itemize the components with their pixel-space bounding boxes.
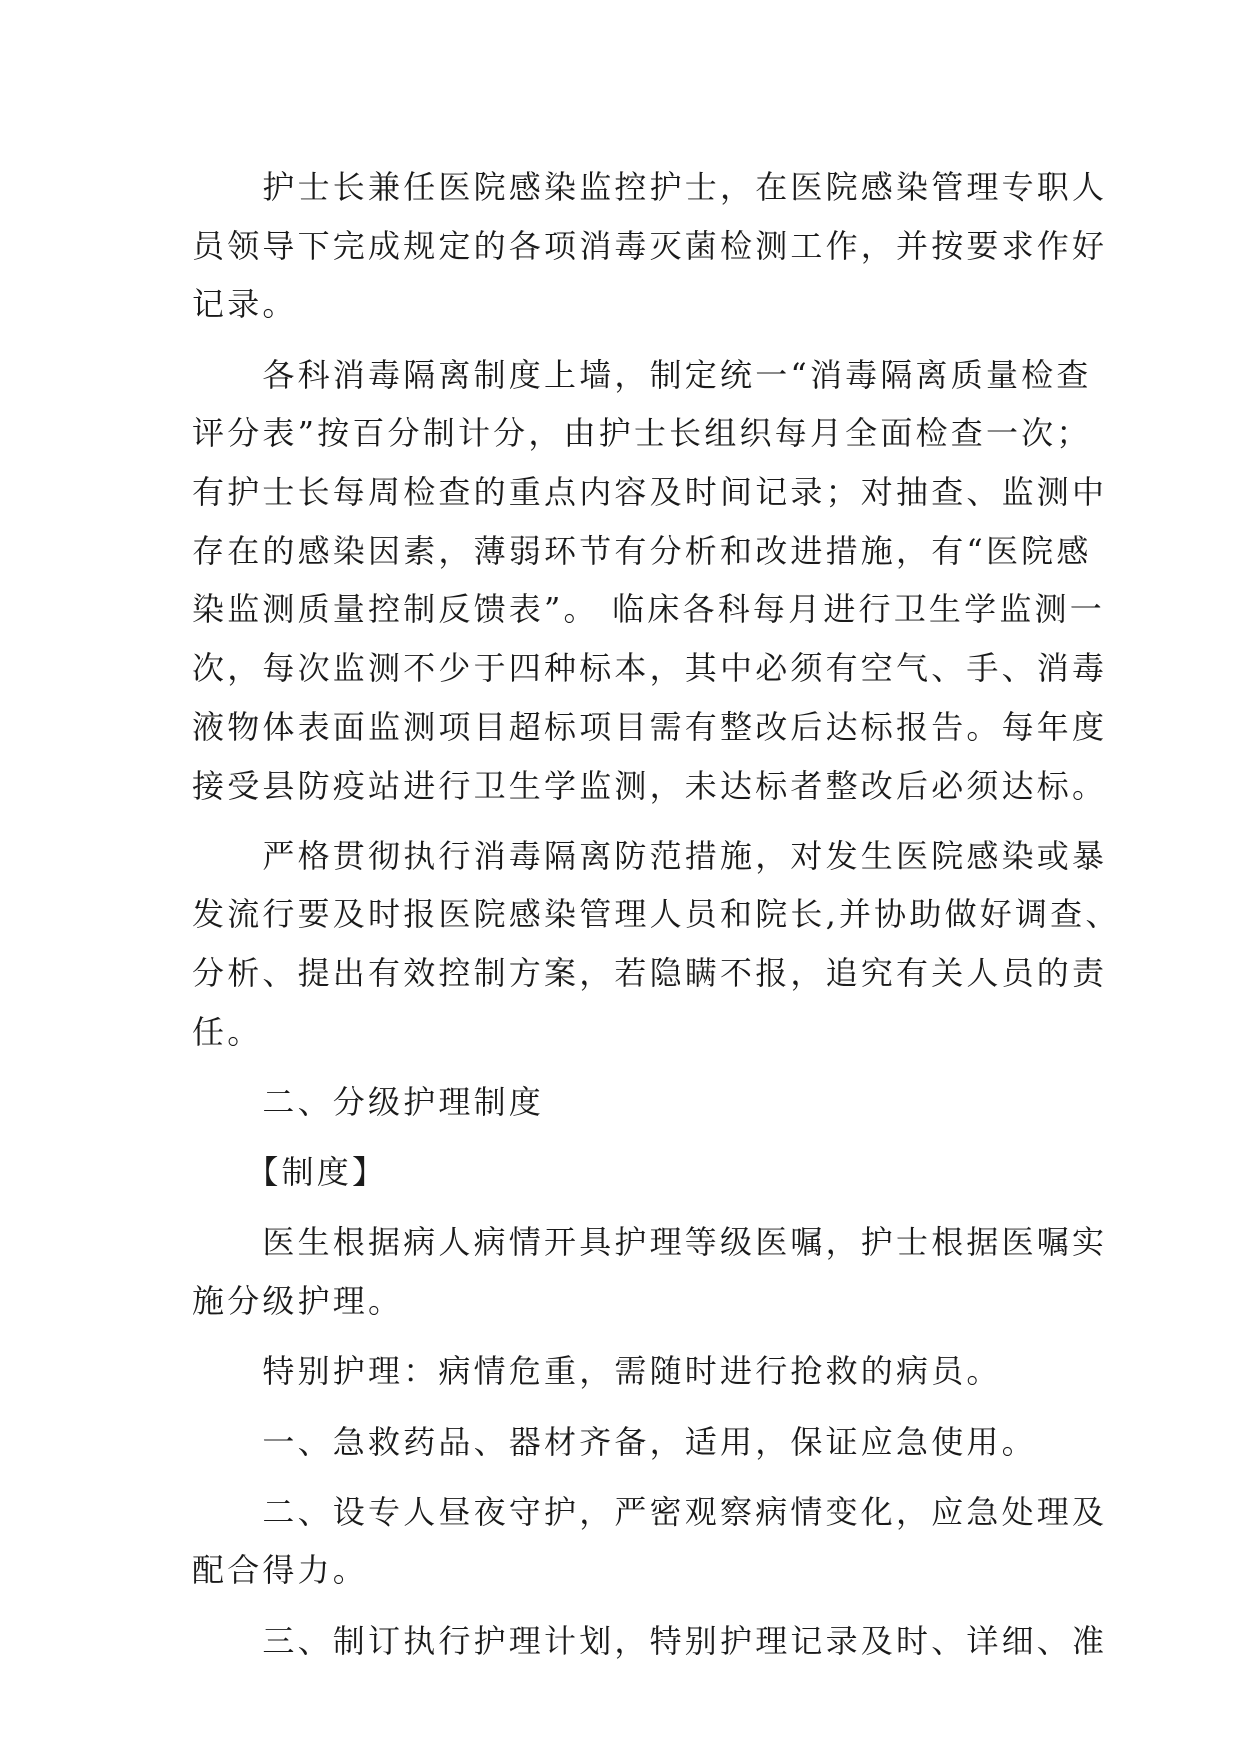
text-line: 配合得力。 xyxy=(192,1551,369,1590)
text-line: 染监测质量控制反馈表”。 临床各科每月进行卫生学监测一 xyxy=(192,590,1105,629)
document-body xyxy=(192,158,1121,1670)
text-line: 施分级护理。 xyxy=(192,1282,404,1321)
text-line: 三、制订执行护理计划，特别护理记录及时、详细、准 xyxy=(192,1621,1108,1660)
text-line: 存在的感染因素，薄弱环节有分析和改进措施，有“医院感 xyxy=(192,531,1092,570)
text-line: 发流行要及时报医院感染管理人员和院长,并协助做好调查、 xyxy=(192,895,1121,934)
text-line: 【制度】 xyxy=(192,1153,388,1192)
text-line: 各科消毒隔离制度上墙，制定统一“消毒隔离质量检查 xyxy=(192,355,1092,394)
text-line: 接受县防疫站进行卫生学监测，未达标者整改后必须达标。 xyxy=(192,766,1108,805)
text-line: 次，每次监测不少于四种标本，其中必须有空气、手、消毒 xyxy=(192,649,1108,688)
text-line: 二、设专人昼夜守护，严密观察病情变化，应急处理及 xyxy=(192,1492,1108,1531)
text-line: 分析、提出有效控制方案，若隐瞒不报，追究有关人员的责 xyxy=(192,954,1108,993)
text-line: 一、急救药品、器材齐备，适用，保证应急使用。 xyxy=(192,1422,1037,1461)
text-line: 评分表”按百分制计分，由护士长组织每月全面检查一次； xyxy=(192,414,1092,453)
text-line: 严格贯彻执行消毒隔离防范措施，对发生医院感染或暴 xyxy=(192,836,1108,875)
text-line: 有护士长每周检查的重点内容及时间记录；对抽查、监测中 xyxy=(192,473,1108,512)
text-line: 液物体表面监测项目超标项目需有整改后达标报告。每年度 xyxy=(192,707,1108,746)
text-line: 员领导下完成规定的各项消毒灭菌检测工作，并按要求作好 xyxy=(192,226,1108,265)
text-line: 任。 xyxy=(192,1012,263,1051)
text-line: 医生根据病人病情开具护理等级医嘱，护士根据医嘱实 xyxy=(192,1223,1108,1262)
text-line: 记录。 xyxy=(192,285,298,324)
text-line: 护士长兼任医院感染监控护士，在医院感染管理专职人 xyxy=(192,168,1108,206)
text-line: 特别护理：病情危重，需随时进行抢救的病员。 xyxy=(192,1352,1002,1391)
text-line: 二、分级护理制度 xyxy=(192,1083,545,1122)
